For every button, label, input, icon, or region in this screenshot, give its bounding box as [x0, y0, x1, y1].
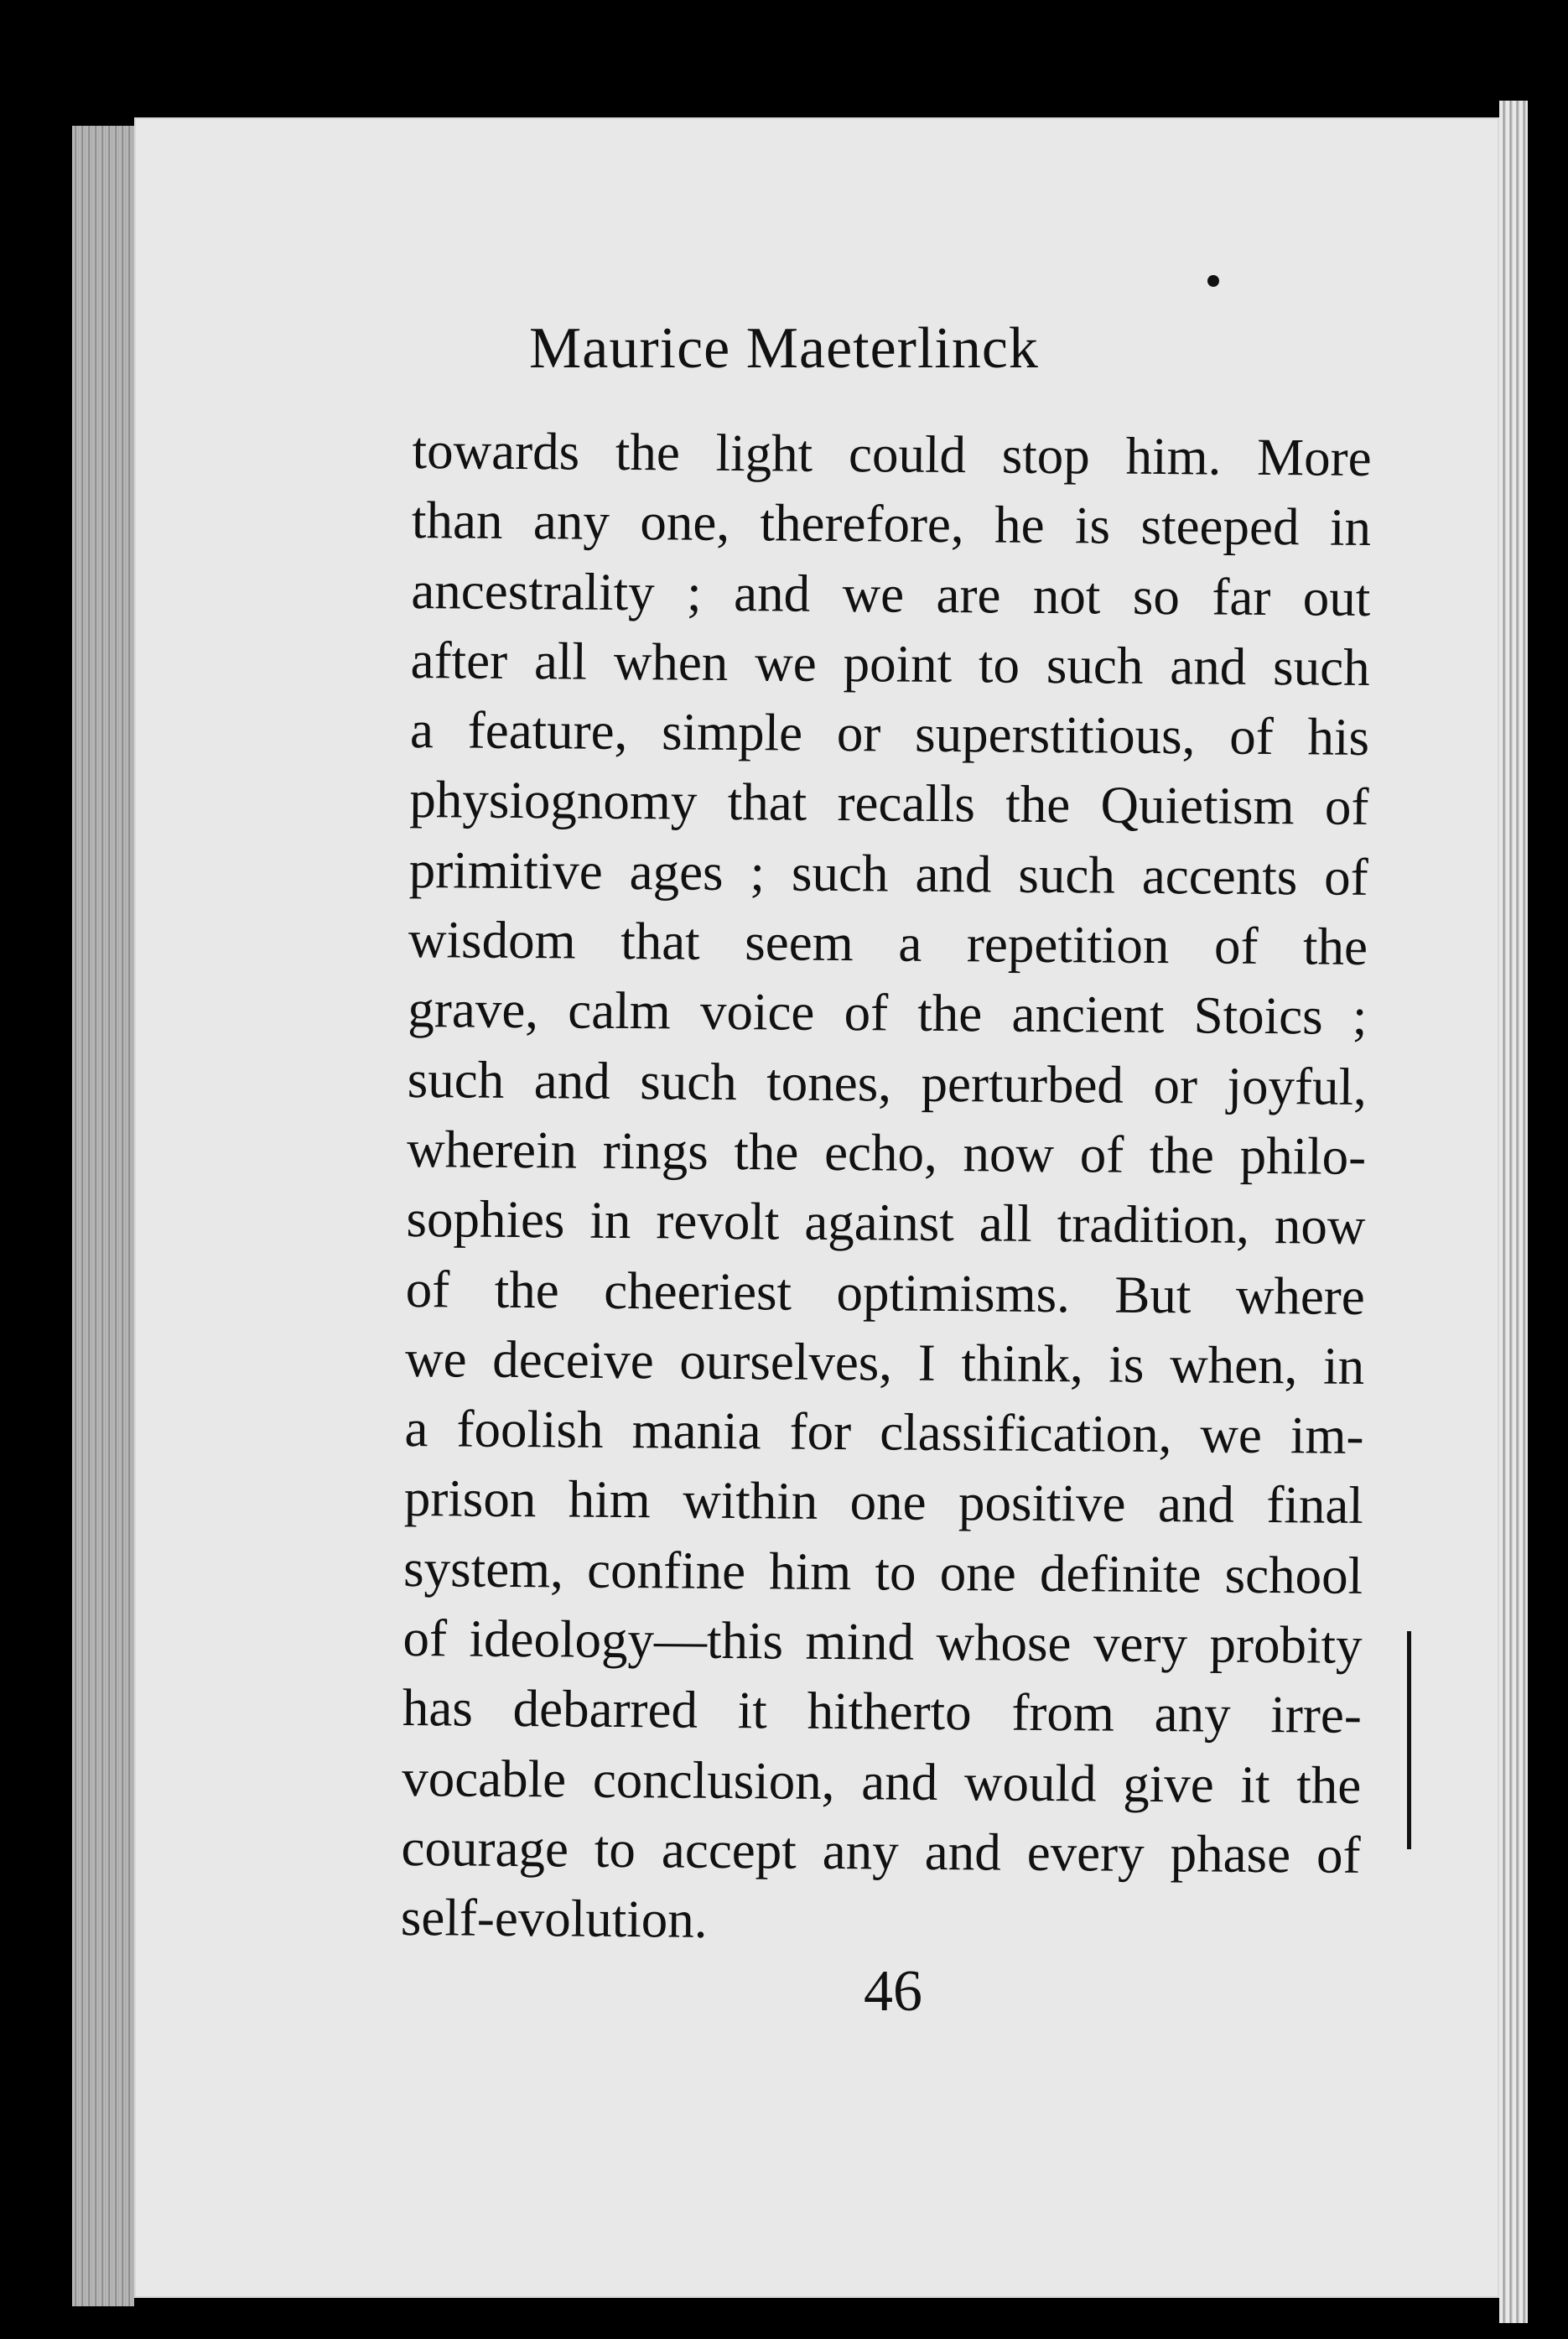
body-text: [401, 416, 1372, 1960]
text-line: primitive ages ; such and such accents of: [408, 839, 1368, 907]
text-line: towards the light could stop him. More: [412, 420, 1372, 487]
text-line: wisdom that seem a repetition of the: [408, 910, 1368, 977]
text-line: of ideology—this mind whose very probity: [402, 1609, 1363, 1675]
text-line: we deceive ourselves, I think, is when, in: [404, 1328, 1365, 1396]
text-line: prison him within one positive and final: [403, 1468, 1364, 1536]
running-head: Maurice Maeterlinck: [529, 316, 1039, 381]
margin-bar-mark: [1407, 1631, 1411, 1849]
text-line: than any one, therefore, he is steeped in: [411, 491, 1372, 558]
page-edge-right: [1499, 101, 1528, 2323]
text-line: courage to accept any and every phase of: [401, 1817, 1361, 1884]
text-line: wherein rings the echo, now of the philo-: [406, 1119, 1367, 1186]
text-line: a feature, simple or superstitious, of his: [409, 700, 1370, 767]
text-line: vocable conclusion, and would give it the: [401, 1748, 1362, 1815]
text-line: a foolish mania for classification, we im-: [404, 1399, 1364, 1466]
text-line: has debarred it hitherto from any irre-: [402, 1678, 1363, 1745]
text-line: grave, calm voice of the ancient Stoics ;: [408, 980, 1368, 1047]
text-line: ancestrality ; and we are not so far out: [411, 560, 1371, 627]
ink-dot-mark: [1207, 275, 1219, 287]
page-number: 46: [864, 1959, 922, 2024]
page-edge-left: [72, 126, 134, 2306]
text-line: after all when we point to such and such: [410, 630, 1370, 697]
text-line: of the cheeriest optimisms. But where: [405, 1259, 1366, 1326]
text-line: self-evolution.: [400, 1888, 708, 1950]
text-line: system, confine him to one definite school: [402, 1538, 1363, 1605]
text-line: physiognomy that recalls the Quietism of: [409, 770, 1369, 837]
text-line: sophies in revolt against all tradition, now: [406, 1189, 1366, 1256]
text-line: such and such tones, perturbed or joyful,: [407, 1049, 1368, 1116]
